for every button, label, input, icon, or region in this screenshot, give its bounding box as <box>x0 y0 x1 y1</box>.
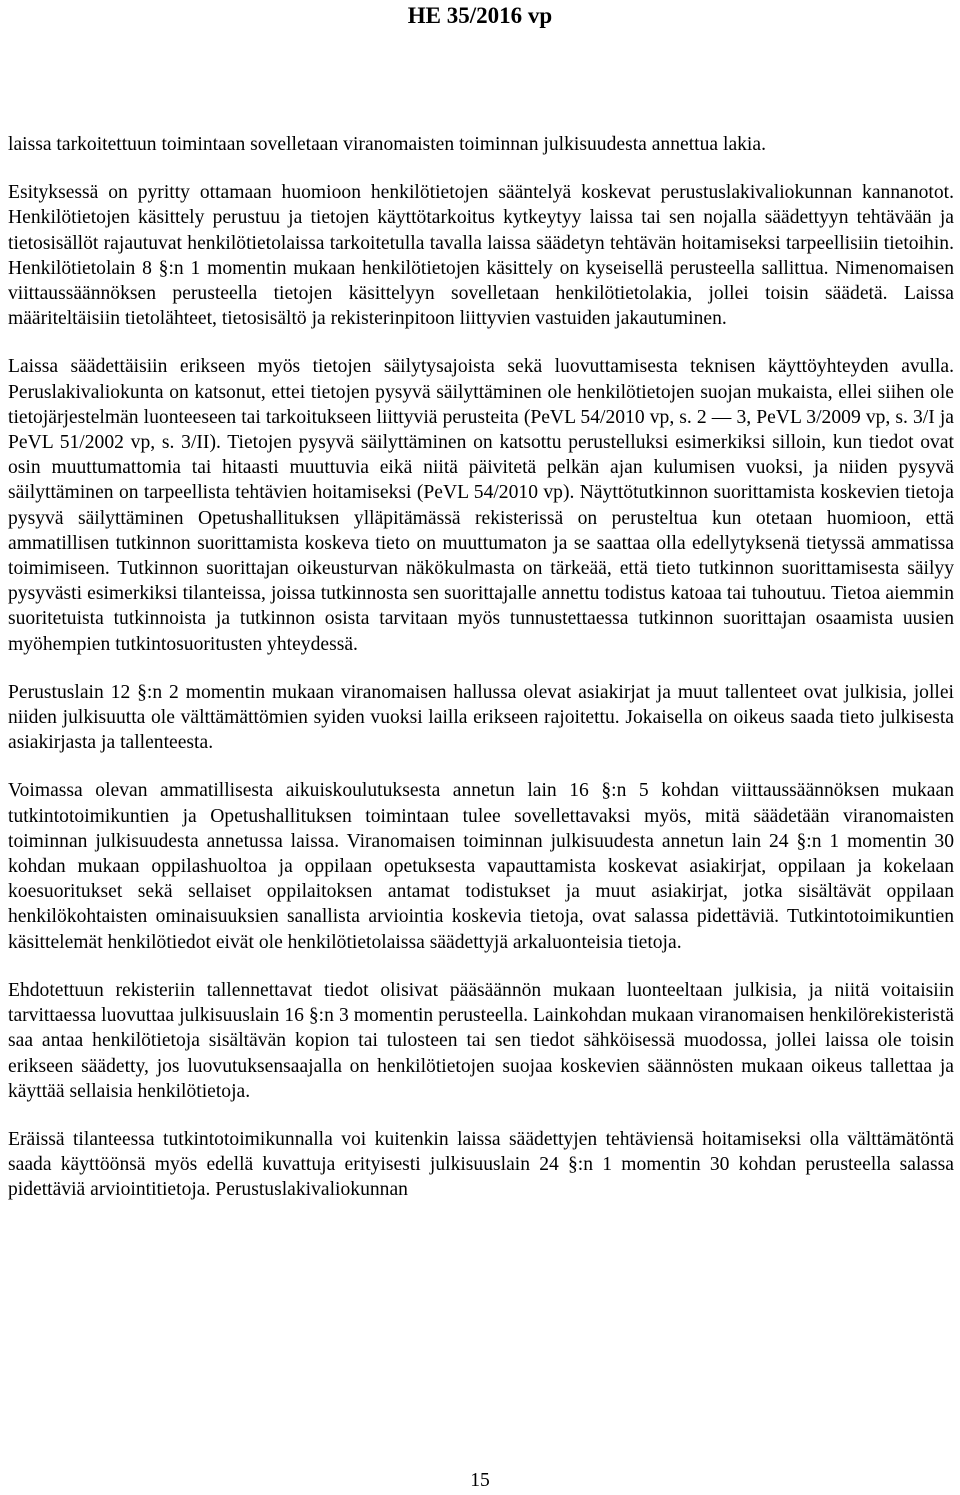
paragraph-5: Voimassa olevan ammatillisesta aikuiskoulutuksesta annetun lain 16 §:n 5 kohdan viittaussäännöksen mukaan tutkintotoimikuntien ja Opetushallituksen toimintaan tulee sovellettavaksi myös, mitä säädetään viranomaisten toiminnan julkisuudesta annetussa laissa. Viranomaisen toiminnan julkisuudesta annetun lain 24 §:n 1 momentin 30 kohdan mukaan oppilashuoltoa ja oppilaan opetuksesta vapauttamista koskevat asiakirjat, oppilaan ja kokelaan koesuoritukset sekä sellaiset oppilaitoksen antamat todistukset ja muut asiakirjat, jotka sisältävät oppilaan henkilökohtaisten ominaisuuksien sanallista arviointia koskevia tietoja, ovat salassa pidettäviä. Tutkintotoimikuntien käsittelemät henkilötiedot eivät ole henkilötietolaissa säädettyjä arkaluonteisia tietoja. <box>8 780 954 953</box>
paragraph-1: laissa tarkoitettuun toimintaan sovelletaan viranomaisten toiminnan julkisuudesta annettua lakia. <box>8 134 766 155</box>
paragraph-3: Laissa säädettäisiin erikseen myös tietojen säilytysajoista sekä luovuttamisesta teknisen käyttöyhteyden avulla. Peruslakivaliokunta on katsonut, ettei tietojen pysyvä säilyttäminen ole henkilötietojen suojan mukaista, ellei siihen ole tietojärjestelmän luonteeseen tai tarkoitukseen liittyviä perusteita (PeVL 54/2010 vp, s. 2 — 3, PeVL 3/2009 vp, s. 3/I ja PeVL 51/2002 vp, s. 3/II). Tietojen pysyvä säilyttäminen on katsottu perustelluksi esimerkiksi silloin, kun tiedot ovat osin muuttumattomia tai hitaasti muuttuvia eikä niitä päivitetä pelkän ajan kulumisen vuoksi, ja niiden pysyvä säilyttäminen on tarpeellista tehtävien hoitamiseksi (PeVL 54/2010 vp). Näyttötutkinnon suorittamista koskevien tietoja pysyvä säilyttäminen Opetushallituksen ylläpitämässä rekisterissä on perusteltua kun otetaan huomioon, että ammatillisen tutkinnon suorittamista koskeva tieto on muuttumaton ja se saattaa olla edellytyksenä tietyssä ammatissa toimimiseen. Tutkinnon suorittajan oikeusturvan näkökulmasta on tärkeää, että tieto tutkinnon suorittamisesta säilyy pysyvästi esimerkiksi tilanteissa, joissa tutkinnosta sen suorittajalle annettu todistus katoaa tai tuhoutuu. Tietoa aiemmin suoritetuista tutkinnoista ja tutkinnon osista tarvitaan myös tunnustettaessa tutkinnon suorittajan osaamista uusien myöhempien tutkintosuoritusten yhteydessä. <box>8 356 954 655</box>
document-header: HE 35/2016 vp <box>407 3 553 28</box>
page-number: 15 <box>470 1470 490 1491</box>
paragraph-7: Eräissä tilanteessa tutkintotoimikunnalla voi kuitenkin laissa säädettyjen tehtäviensä hoitamiseksi olla välttämätöntä saada käyttöönsä myös edellä kuvattuja erityisesti julkisuuslain 24 §:n 1 momentin 30 kohdan perusteella salassa pidettäviä arviointitietoja. Perustuslakivaliokunnan <box>8 1128 954 1201</box>
paragraph-6: Ehdotettuun rekisteriin tallennettavat tiedot olisivat pääsäännön mukaan luonteeltaan julkisia, ja niitä voitaisiin tarvittaessa luovuttaa julkisuuslain 16 §:n 3 momentin perusteella. Lainkohdan mukaan viranomaisen henkilörekisteristä saa antaa henkilötietoja sisältävän kopion tai tulosteen tai sen tiedot sähköisessä muodossa, jollei laissa ole toisin erikseen säädetty, jos luovutuksensaajalla on henkilötietojen suojaa koskevien säännösten mukaan oikeus tallettaa ja käyttää sellaisia henkilötietoja. <box>8 979 954 1102</box>
paragraph-2: Esityksessä on pyritty ottamaan huomioon henkilötietojen sääntelyä koskevat perustuslakivaliokunnan kannanotot. Henkilötietojen käsittely perustuu ja tietojen käyttötarkoitus kytkeytyy laissa tai sen nojalla säädettyyn tehtävään ja tietosisällöt rajautuvat henkilötietolaissa tarkoitetulla tavalla laissa säädetyn tehtävän hoitamiseksi tarpeellisiin tietoihin. Henkilötietolain 8 §:n 1 momentin mukaan henkilötietojen käsittely on kyseisellä perusteella sallittua. Nimenomaisen viittaussäännöksen perusteella tietojen käsittelyyn sovelletaan henkilötietolakia, jollei toisin säädetä. Laissa määriteltäisiin tietolähteet, tietosisältö ja rekisterinpitoon liittyvien vastuiden jakautuminen. <box>8 182 954 330</box>
paragraph-4: Perustuslain 12 §:n 2 momentin mukaan viranomaisen hallussa olevat asiakirjat ja muut tallenteet ovat julkisia, jollei niiden julkisuutta ole välttämättömien syiden vuoksi lailla erikseen rajoitettu. Jokaisella on oikeus saada tieto julkisesta asiakirjasta ja tallenteesta. <box>8 681 954 754</box>
document-body <box>8 132 954 1226</box>
